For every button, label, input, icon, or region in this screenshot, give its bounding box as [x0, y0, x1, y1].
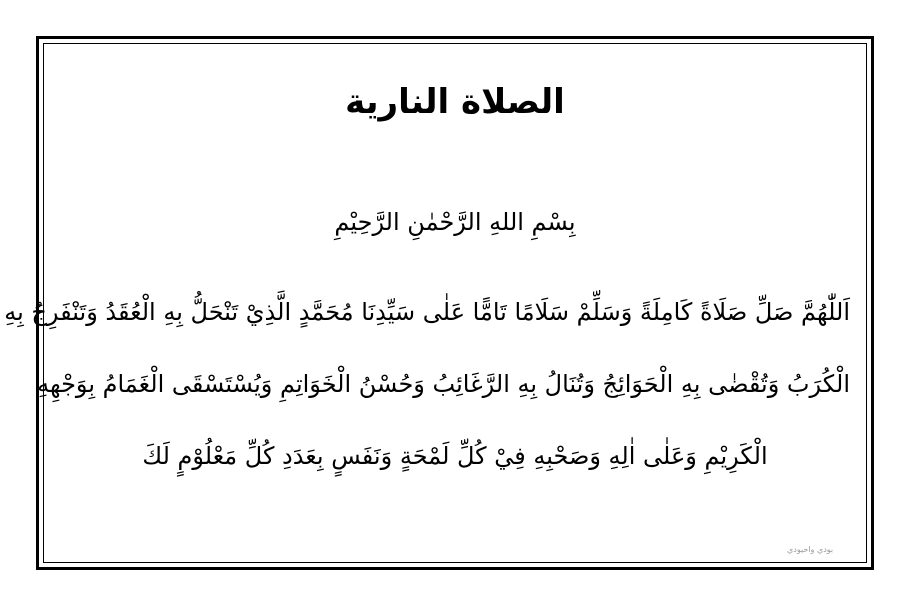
prayer-line-2: الْكُرَبُ وَتُقْضٰى بِهِ الْحَوَائِجُ وَتُنَالُ بِهِ الرَّغَائِبُ وَحُسْنُ الْخَوَاتِمِ وَيُسْتَسْقَى الْغَمَامُ بِوَجْهِهِ	[37, 370, 850, 398]
document-title: الصلاة النارية	[345, 82, 565, 122]
document-content	[4, 60, 850, 540]
prayer-line-1: اَللّٰهُمَّ صَلِّ صَلَاةً كَامِلَةً وَسَلِّمْ سَلَامًا تَامًّا عَلٰى سَيِّدِنَا مُحَمَّدٍ الَّذِيْ تَنْحَلُّ بِهِ الْعُقَدُ وَتَنْفَرِجُ بِهِ	[4, 298, 850, 326]
prayer-line-3: الْكَرِيْمِ وَعَلٰى اٰلِهِ وَصَحْبِهِ فِيْ كُلِّ لَمْحَةٍ وَنَفَسٍ بِعَدَدِ كُلِّ مَعْلُوْمٍ لَكَ	[142, 442, 768, 470]
signature-watermark: بودي واحيودي	[787, 545, 834, 554]
basmala-line: بِسْمِ اللهِ الرَّحْمٰنِ الرَّحِيْمِ	[334, 208, 576, 236]
